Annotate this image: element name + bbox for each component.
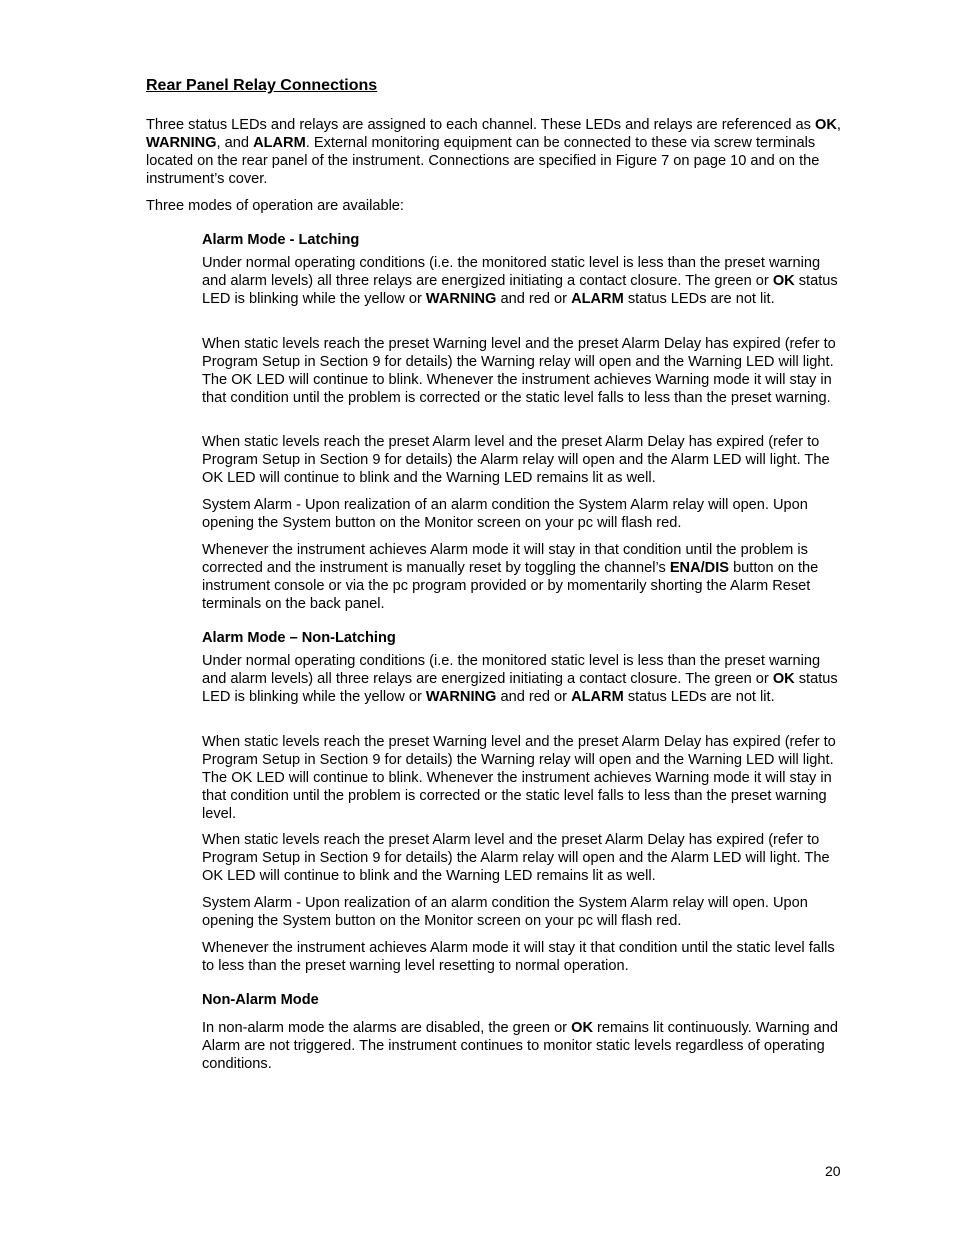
nonlatching-heading: Alarm Mode – Non-Latching xyxy=(202,630,396,646)
latching-heading: Alarm Mode - Latching xyxy=(202,232,360,248)
latching-paragraph-4: System Alarm - Upon realization of an alarm condition the System Alarm relay will open. Upon opening the System button on the Monitor screen on your pc will flash red. xyxy=(202,497,808,531)
nonalarm-heading: Non-Alarm Mode xyxy=(202,992,319,1008)
latching-paragraph-5: Whenever the instrument achieves Alarm mode it will stay in that condition until the problem is corrected and the instrument is manually reset by toggling the channel’s ENA/DIS button on the instrument console or via the pc program provided or by momentarily shorting the Alarm Reset terminals on the back panel. xyxy=(202,542,819,612)
nonlatching-paragraph-2: When static levels reach the preset Warning level and the preset Alarm Delay has expired (refer to Program Setup in Section 9 for details) the Warning relay will open and the Warning LED will light. The OK LED will continue to blink. Whenever the instrument achieves Warning mode it will stay in that condition until the problem is corrected or the static level falls to less than the preset warning level. xyxy=(202,734,836,822)
nonlatching-paragraph-5: Whenever the instrument achieves Alarm mode it will stay it that condition until the static level falls to less than the preset warning level resetting to normal operation. xyxy=(202,940,835,974)
intro-paragraph-1: Three status LEDs and relays are assigned to each channel. These LEDs and relays are referenced as OK, WARNING, and ALARM. External monitoring equipment can be connected to these via screw terminals located on the rear panel of the instrument. Connections are specified in Figure 7 on page 10 and on the instrument’s cover. xyxy=(146,117,841,187)
nonalarm-paragraph-1: In non-alarm mode the alarms are disabled, the green or OK remains lit continuously. Warning and Alarm are not triggered. The instrument continues to monitor static levels regardless of operating conditions. xyxy=(202,1020,838,1072)
nonlatching-paragraph-4: System Alarm - Upon realization of an alarm condition the System Alarm relay will open. Upon opening the System button on the Monitor screen on your pc will flash red. xyxy=(202,895,808,929)
latching-paragraph-1: Under normal operating conditions (i.e. the monitored static level is less than the preset warning and alarm levels) all three relays are energized initiating a contact closure. The green or OK status LED is blinking while the yellow or WARNING and red or ALARM status LEDs are not lit. xyxy=(202,255,838,307)
latching-paragraph-2: When static levels reach the preset Warning level and the preset Alarm Delay has expired (refer to Program Setup in Section 9 for details) the Warning relay will open and the Warning LED will light. The OK LED will continue to blink. Whenever the instrument achieves Warning mode it will stay in that condition until the problem is corrected or the static level falls to less than the preset warning. xyxy=(202,336,836,406)
intro-paragraph-2: Three modes of operation are available: xyxy=(146,198,404,214)
nonlatching-paragraph-1: Under normal operating conditions (i.e. the monitored static level is less than the preset warning and alarm levels) all three relays are energized initiating a contact closure. The green or OK status LED is blinking while the yellow or WARNING and red or ALARM status LEDs are not lit. xyxy=(202,653,838,705)
page-number: 20 xyxy=(825,1163,841,1179)
nonlatching-paragraph-3: When static levels reach the preset Alarm level and the preset Alarm Delay has expired (refer to Program Setup in Section 9 for details) the Alarm relay will open and the Alarm LED will light. The OK LED will continue to blink and the Warning LED remains lit as well. xyxy=(202,832,830,884)
latching-paragraph-3: When static levels reach the preset Alarm level and the preset Alarm Delay has expired (refer to Program Setup in Section 9 for details) the Alarm relay will open and the Alarm LED will light. The OK LED will continue to blink and the Warning LED remains lit as well. xyxy=(202,434,830,486)
section-title: Rear Panel Relay Connections xyxy=(146,77,378,94)
